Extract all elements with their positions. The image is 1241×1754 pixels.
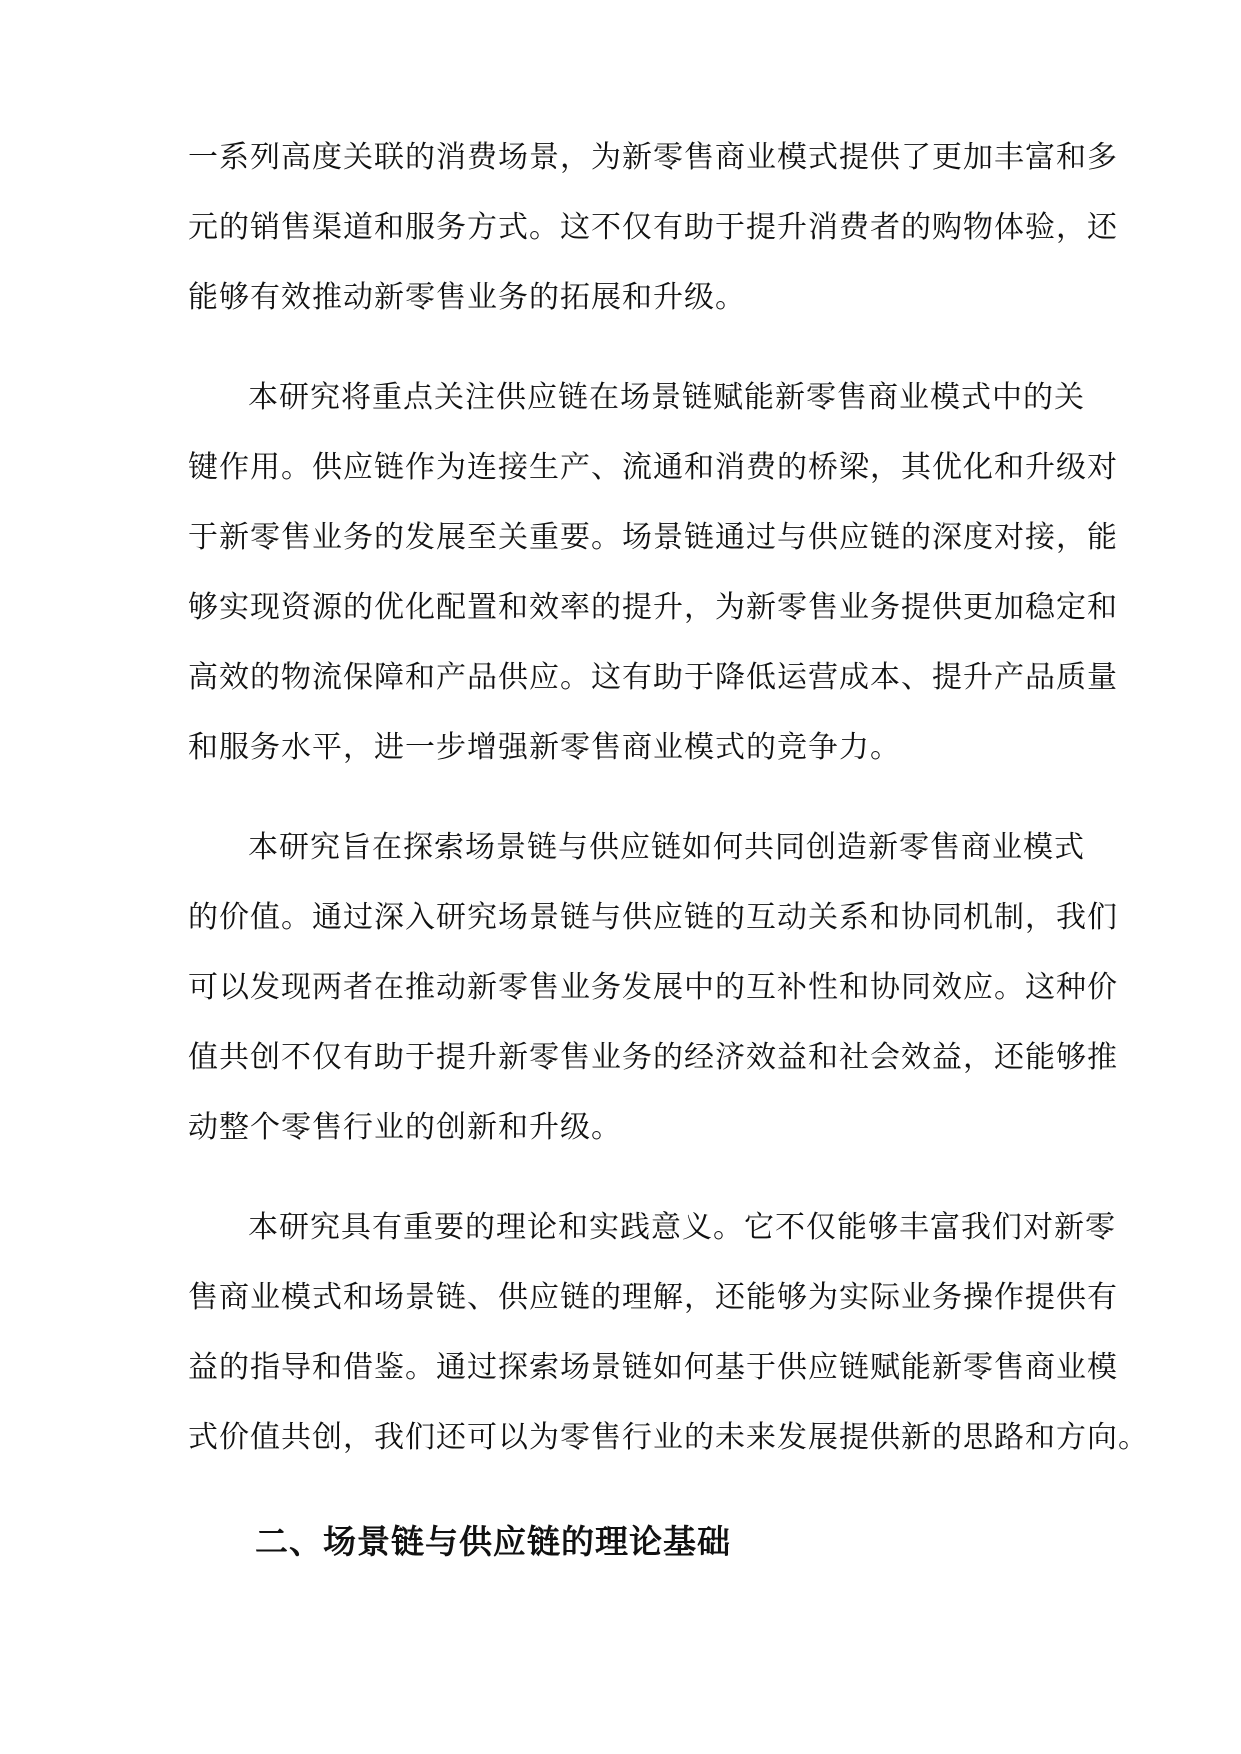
paragraph-1-line-1: 一系列高度关联的消费场景，为新零售商业模式提供了更加丰富和多 bbox=[188, 140, 1118, 175]
paragraph-2-line-3: 于新零售业务的发展至关重要。场景链通过与供应链的深度对接，能 bbox=[188, 520, 1118, 555]
paragraph-3-line-2: 的价值。通过深入研究场景链与供应链的互动关系和协同机制，我们 bbox=[188, 900, 1118, 935]
paragraph-4-line-2: 售商业模式和场景链、供应链的理解，还能够为实际业务操作提供有 bbox=[188, 1280, 1118, 1315]
paragraph-3-line-4: 值共创不仅有助于提升新零售业务的经济效益和社会效益，还能够推 bbox=[188, 1040, 1118, 1075]
paragraph-3-line-3: 可以发现两者在推动新零售业务发展中的互补性和协同效应。这种价 bbox=[188, 970, 1118, 1005]
paragraph-4-line-1: 本研究具有重要的理论和实践意义。它不仅能够丰富我们对新零 bbox=[248, 1210, 1116, 1245]
paragraph-1-line-3: 能够有效推动新零售业务的拓展和升级。 bbox=[188, 280, 746, 315]
paragraph-3-line-5: 动整个零售行业的创新和升级。 bbox=[188, 1110, 622, 1145]
paragraph-4-line-4: 式价值共创，我们还可以为零售行业的未来发展提供新的思路和方向。 bbox=[188, 1420, 1149, 1455]
paragraph-4-line-3: 益的指导和借鉴。通过探索场景链如何基于供应链赋能新零售商业模 bbox=[188, 1350, 1118, 1385]
paragraph-3-line-1: 本研究旨在探索场景链与供应链如何共同创造新零售商业模式 bbox=[248, 830, 1085, 865]
paragraph-1-line-2: 元的销售渠道和服务方式。这不仅有助于提升消费者的购物体验，还 bbox=[188, 210, 1118, 245]
paragraph-2-line-5: 高效的物流保障和产品供应。这有助于降低运营成本、提升产品质量 bbox=[188, 660, 1118, 695]
paragraph-2-line-2: 键作用。供应链作为连接生产、流通和消费的桥梁，其优化和升级对 bbox=[188, 450, 1118, 485]
paragraph-2-line-1: 本研究将重点关注供应链在场景链赋能新零售商业模式中的关 bbox=[248, 380, 1085, 415]
section-heading: 二、场景链与供应链的理论基础 bbox=[255, 1522, 731, 1561]
paragraph-2-line-6: 和服务水平，进一步增强新零售商业模式的竞争力。 bbox=[188, 730, 901, 765]
paragraph-2-line-4: 够实现资源的优化配置和效率的提升，为新零售业务提供更加稳定和 bbox=[188, 590, 1118, 625]
